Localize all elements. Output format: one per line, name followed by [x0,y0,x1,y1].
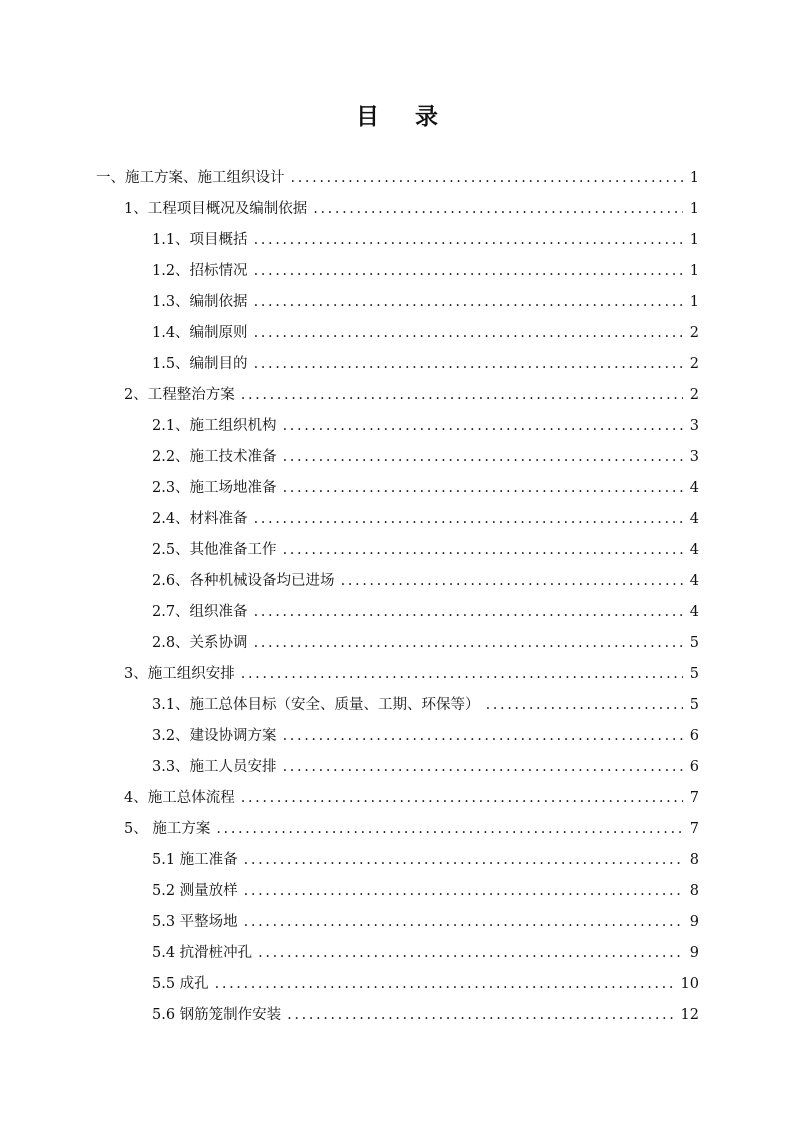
toc-page-number: 2 [689,356,699,372]
toc-leader-dots [244,911,683,933]
toc-page-number: 2 [689,387,699,403]
toc-page-number: 4 [689,480,699,496]
toc-leader-dots [283,477,683,499]
toc-page-number: 5 [689,635,699,651]
toc-leader-dots [244,880,683,902]
toc-entry[interactable] [96,167,699,189]
toc-entry[interactable] [152,601,699,623]
toc-entry-label: 5.2 测量放样 [152,883,238,899]
toc-entry-label: 5.6 钢筋笼制作安装 [152,1007,282,1023]
toc-page-number: 10 [680,976,699,992]
toc-page-number: 1 [689,170,699,186]
toc-entry[interactable] [152,539,699,561]
toc-leader-dots [283,415,683,437]
toc-leader-dots [244,849,683,871]
page-title: 目 录 [355,104,452,130]
toc-entry-label: 3.2、建设协调方案 [152,728,277,744]
toc-entry[interactable] [124,384,699,406]
toc-entry-label: 5.5 成孔 [152,976,209,992]
toc-leader-dots [241,384,683,406]
toc-entry-label: 3、施工组织安排 [124,666,235,682]
toc-page-number: 1 [689,294,699,310]
toc-leader-dots [313,198,683,220]
toc-entry[interactable] [152,229,699,251]
toc-leader-dots [254,601,683,623]
toc-leader-dots [215,973,675,995]
toc-entry-label: 2.1、施工组织机构 [152,418,277,434]
toc-entry-label: 1.4、编制原则 [152,325,248,341]
toc-page-number: 7 [689,790,699,806]
toc-entry[interactable] [152,415,699,437]
toc-entry[interactable] [152,353,699,375]
toc-leader-dots [254,632,683,654]
toc-entry[interactable] [152,508,699,530]
toc-page-number: 4 [689,542,699,558]
toc-entry-label: 1.1、项目概括 [152,232,248,248]
toc-leader-dots [283,539,683,561]
toc-leader-dots [241,787,683,809]
toc-entry[interactable] [152,725,699,747]
toc-page-number: 3 [689,449,699,465]
toc-entry[interactable] [152,880,699,902]
toc-page-number: 5 [689,666,699,682]
toc-leader-dots [258,942,683,964]
toc-page-number: 8 [689,852,699,868]
toc-entry[interactable] [124,818,699,840]
toc-leader-dots [283,725,683,747]
toc-leader-dots [254,508,683,530]
toc-entry[interactable] [152,446,699,468]
toc-entry-label: 3.3、施工人员安排 [152,759,277,775]
toc-leader-dots [291,167,684,189]
toc-entry[interactable] [152,973,699,995]
toc-page-number: 1 [689,263,699,279]
toc-leader-dots [486,694,683,716]
toc-entry-label: 5.3 平整场地 [152,914,238,930]
toc-entry-label: 2、工程整治方案 [124,387,235,403]
toc-leader-dots [254,322,683,344]
toc-page-number: 6 [689,759,699,775]
toc-leader-dots [341,570,683,592]
toc-leader-dots [283,446,683,468]
toc-page-number: 8 [689,883,699,899]
toc-entry-label: 一、施工方案、施工组织设计 [96,170,285,186]
toc-entry-label: 3.1、施工总体目标（安全、质量、工期、环保等） [152,697,480,713]
toc-entry-label: 5.4 抗滑桩冲孔 [152,945,253,961]
toc-entry[interactable] [152,477,699,499]
toc-page-number: 4 [689,573,699,589]
toc-entry-label: 1.2、招标情况 [152,263,248,279]
toc-entry[interactable] [152,1004,699,1026]
toc-entry-label: 1、工程项目概况及编制依据 [124,201,308,217]
toc-leader-dots [283,756,683,778]
toc-entry[interactable] [124,787,699,809]
toc-page-number: 9 [689,945,699,961]
toc-entry-label: 1.5、编制目的 [152,356,248,372]
toc-entry[interactable] [152,942,699,964]
toc-page-number: 2 [689,325,699,341]
toc-page-number: 7 [689,821,699,837]
toc-entry-label: 1.3、编制依据 [152,294,248,310]
toc-page-number: 12 [680,1007,699,1023]
toc-entry-label: 2.6、各种机械设备均已进场 [152,573,335,589]
toc-entry[interactable] [152,632,699,654]
toc-entry-label: 2.4、材料准备 [152,511,248,527]
toc-entry[interactable] [152,291,699,313]
toc-entry[interactable] [152,756,699,778]
toc-leader-dots [254,229,683,251]
toc-page-number: 6 [689,728,699,744]
toc-entry-label: 2.3、施工场地准备 [152,480,277,496]
toc-leader-dots [254,260,683,282]
toc-entry-label: 2.2、施工技术准备 [152,449,277,465]
toc-entry[interactable] [152,260,699,282]
toc-page-number: 5 [689,697,699,713]
toc-page-number: 1 [689,232,699,248]
toc-entry[interactable] [124,663,699,685]
toc-leader-dots [216,818,683,840]
toc-entry-label: 4、施工总体流程 [124,790,235,806]
toc-page-number: 4 [689,604,699,620]
toc-page-number: 1 [689,201,699,217]
toc-entry[interactable] [152,849,699,871]
toc-entry[interactable] [124,198,699,220]
toc-entry-label: 2.8、关系协调 [152,635,248,651]
toc-leader-dots [254,353,683,375]
toc-leader-dots [241,663,683,685]
toc-leader-dots [254,291,683,313]
toc-entry-label: 5.1 施工准备 [152,852,238,868]
toc-page-number: 9 [689,914,699,930]
toc-entry-label: 5、 施工方案 [124,821,211,837]
toc-entry[interactable] [152,570,699,592]
toc-entry[interactable] [152,322,699,344]
toc-entry[interactable] [152,911,699,933]
toc-entry-label: 2.5、其他准备工作 [152,542,277,558]
toc-page-number: 4 [689,511,699,527]
toc-leader-dots [287,1004,674,1026]
toc-entry-label: 2.7、组织准备 [152,604,248,620]
toc-entry[interactable] [152,694,699,716]
toc-page-number: 3 [689,418,699,434]
